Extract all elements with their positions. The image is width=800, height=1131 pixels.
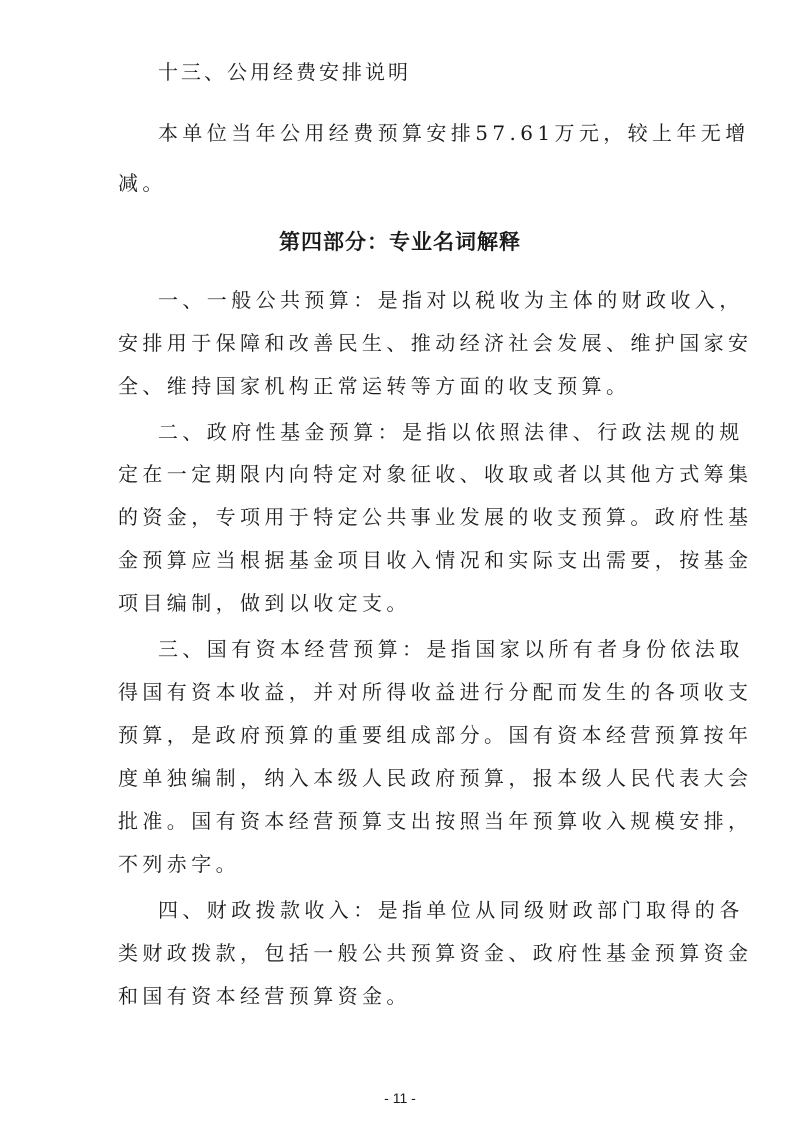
paragraph-line: 安排用于保障和改善民生、推动经济社会发展、维护国家安 — [118, 331, 753, 355]
paragraph-line: 类财政拨款，包括一般公共预算资金、政府性基金预算资金 — [118, 941, 753, 965]
page-number: - 11 - — [384, 1090, 416, 1106]
paragraph-line: 预算，是政府预算的重要组成部分。国有资本经营预算按年 — [118, 723, 753, 747]
section-13-body-line: 本单位当年公用经费预算安排57.61万元，较上年无增 — [158, 121, 750, 145]
paragraph-line: 一、一般公共预算：是指对以税收为主体的财政收入， — [158, 288, 744, 312]
paragraph-line: 定在一定期限内向特定对象征收、收取或者以其他方式筹集 — [118, 462, 753, 486]
part-4-heading: 第四部分：专业名词解释 — [279, 230, 521, 254]
paragraph-line: 全、维持国家机构正常运转等方面的收支预算。 — [118, 374, 631, 398]
paragraph-line: 四、财政拨款收入：是指单位从同级财政部门取得的各 — [158, 898, 744, 922]
paragraph-line: 不列赤字。 — [118, 852, 240, 876]
paragraph-line: 三、国有资本经营预算：是指国家以所有者身份依法取 — [158, 637, 744, 661]
paragraph-line: 和国有资本经营预算资金。 — [118, 984, 411, 1008]
paragraph-line: 金预算应当根据基金项目收入情况和实际支出需要，按基金 — [118, 548, 753, 572]
section-13-title: 十三、公用经费安排说明 — [158, 60, 411, 84]
paragraph-line: 度单独编制，纳入本级人民政府预算，报本级人民代表大会 — [118, 766, 753, 790]
paragraph-line: 项目编制，做到以收定支。 — [118, 591, 411, 615]
section-13-body-line: 减。 — [118, 171, 167, 195]
paragraph-line: 得国有资本收益，并对所得收益进行分配而发生的各项收支 — [118, 680, 753, 704]
paragraph-line: 批准。国有资本经营预算支出按照当年预算收入规模安排， — [118, 809, 753, 833]
paragraph-line: 二、政府性基金预算：是指以依照法律、行政法规的规 — [158, 420, 744, 444]
paragraph-line: 的资金，专项用于特定公共事业发展的收支预算。政府性基 — [118, 505, 753, 529]
